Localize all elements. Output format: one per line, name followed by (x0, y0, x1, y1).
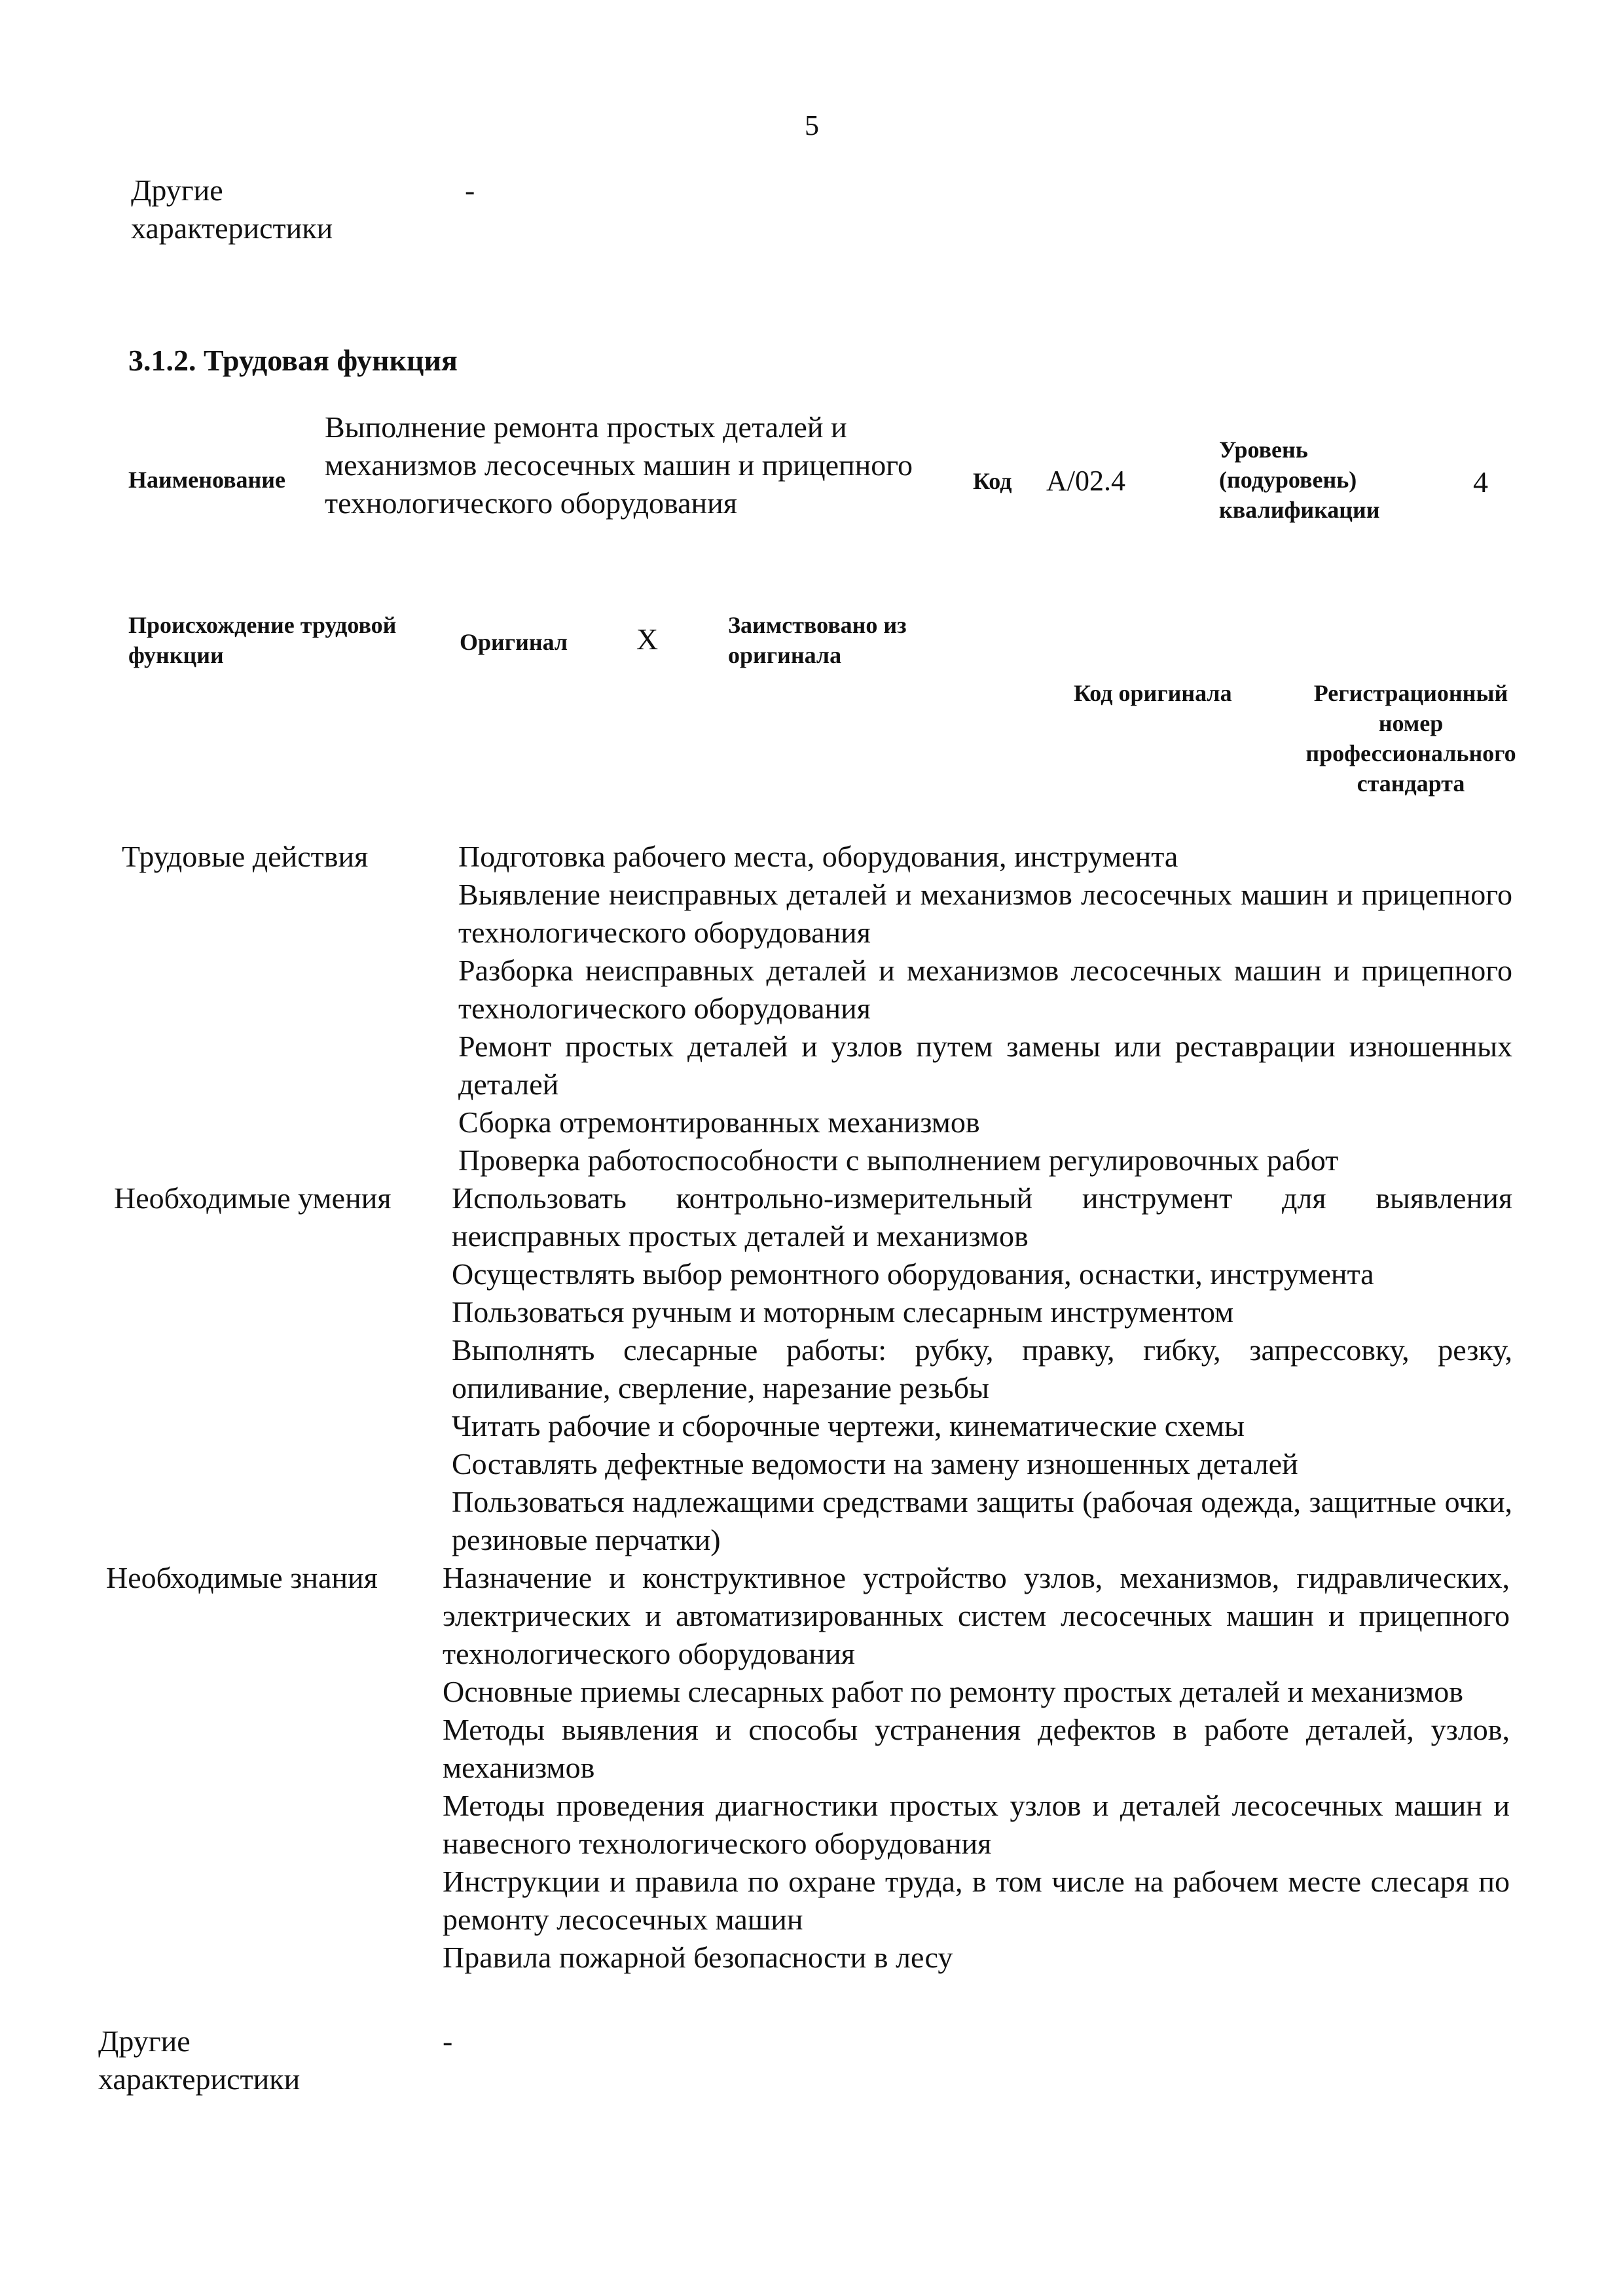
section-title: 3.1.2. Трудовая функция (128, 344, 458, 377)
list-item: Подготовка рабочего места, оборудования, инструмента (458, 840, 1178, 873)
borrowed-label-line2: оригинала (728, 642, 842, 668)
list-item: Проверка работоспособности с выполнением регулировочных работ (458, 1143, 1339, 1177)
bottom-other-label (98, 2022, 300, 2098)
list-item: Методы проведения диагностики простых узлов и деталей лесосечных машин и навесного технологического оборудования (443, 1789, 1510, 1860)
list-item: Пользоваться ручным и моторным слесарным инструментом (452, 1295, 1234, 1329)
list-item: Использовать контрольно-измерительный инструмент для выявления неисправных простых деталей и механизмов (452, 1181, 1512, 1253)
list-item: Составлять дефектные ведомости на замену изношенных деталей (452, 1447, 1298, 1480)
bottom-other-value: - (443, 2024, 453, 2058)
code-value: А/02.4 (1046, 465, 1125, 497)
name-label: Наименование (128, 467, 285, 493)
registration-number-label (1277, 678, 1545, 798)
required-knowledge-list (443, 1559, 1510, 1977)
top-other-label-line1: Другие (131, 173, 223, 207)
top-other-label (131, 171, 333, 247)
list-item: Сборка отремонтированных механизмов (458, 1105, 980, 1139)
bottom-other-label-line2: характеристики (98, 2062, 301, 2096)
list-item: Назначение и конструктивное устройство узлов, механизмов, гидравлических, электрических и автоматизированных систем лесосечных машин и прицепного технологического оборудования (443, 1561, 1510, 1670)
labor-actions-label: Трудовые действия (122, 840, 369, 873)
registration-line3: профессионального (1305, 740, 1516, 766)
registration-line2: номер (1378, 710, 1444, 736)
list-item: Ремонт простых деталей и узлов путем замены или реставрации изношенных деталей (458, 1030, 1512, 1101)
list-item: Выявление неисправных деталей и механизмов лесосечных машин и прицепного технологического оборудования (458, 878, 1512, 949)
origin-label-line1: Происхождение трудовой (128, 612, 397, 638)
original-label: Оригинал (460, 629, 568, 655)
top-other-value: - (465, 173, 475, 207)
registration-line1: Регистрационный (1313, 680, 1508, 706)
original-code-label: Код оригинала (1074, 680, 1232, 706)
list-item: Инструкции и правила по охране труда, в том числе на рабочем месте слесаря по ремонту лесосечных машин (443, 1865, 1510, 1936)
level-label-line3: квалификации (1219, 497, 1380, 523)
list-item: Выполнять слесарные работы: рубку, правку, гибку, запрессовку, резку, опиливание, сверление, нарезание резьбы (452, 1333, 1512, 1405)
list-item: Разборка неисправных деталей и механизмов лесосечных машин и прицепного технологического оборудования (458, 954, 1512, 1025)
top-other-label-line2: характеристики (131, 211, 333, 245)
required-knowledge-label: Необходимые знания (106, 1561, 378, 1594)
origin-label-line2: функции (128, 642, 224, 668)
level-label-line2: (подуровень) (1219, 467, 1357, 493)
origin-label (128, 610, 396, 670)
list-item: Правила пожарной безопасности в лесу (443, 1941, 953, 1974)
required-skills-label: Необходимые умения (114, 1181, 392, 1215)
registration-line4: стандарта (1357, 770, 1465, 797)
level-label-line1: Уровень (1219, 437, 1308, 463)
list-item: Читать рабочие и сборочные чертежи, кинематические схемы (452, 1409, 1245, 1443)
labor-actions-list (458, 838, 1512, 1179)
page-number: 5 (805, 109, 819, 141)
list-item: Осуществлять выбор ремонтного оборудования, оснастки, инструмента (452, 1257, 1374, 1291)
name-value: Выполнение ремонта простых деталей и механизмов лесосечных машин и прицепного технологического оборудования (325, 410, 913, 520)
original-mark: X (636, 622, 659, 656)
level-label (1219, 435, 1380, 525)
level-value: 4 (1473, 465, 1488, 499)
list-item: Основные приемы слесарных работ по ремонту простых деталей и механизмов (443, 1675, 1463, 1708)
borrowed-label (728, 610, 907, 670)
code-label: Код (973, 468, 1012, 494)
borrowed-label-line1: Заимствовано из (728, 612, 907, 638)
list-item: Пользоваться надлежащими средствами защиты (рабочая одежда, защитные очки, резиновые перчатки) (452, 1485, 1512, 1556)
required-skills-list (452, 1179, 1512, 1559)
bottom-other-label-line1: Другие (98, 2024, 191, 2058)
list-item: Методы выявления и способы устранения дефектов в работе деталей, узлов, механизмов (443, 1713, 1510, 1784)
